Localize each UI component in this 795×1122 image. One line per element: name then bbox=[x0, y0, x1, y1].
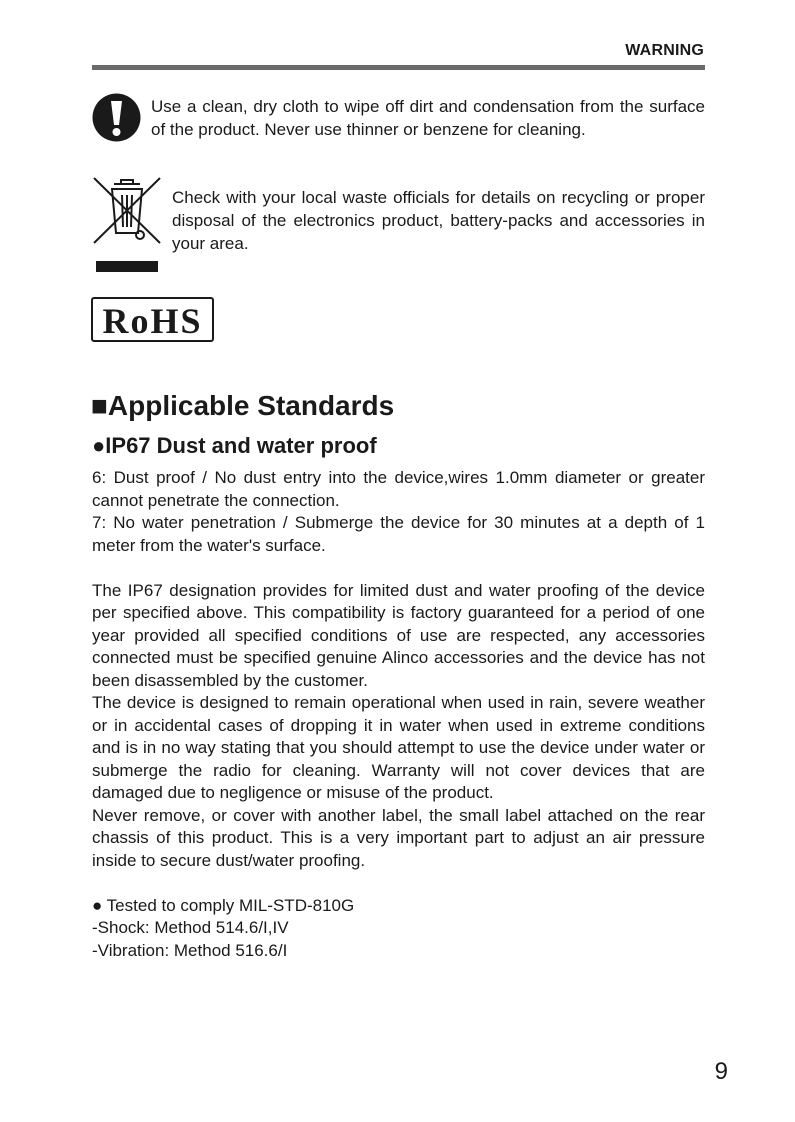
water-proof-line: 7: No water penetration / Submerge the device for 30 minutes at a depth of 1 meter from the water's surface. bbox=[92, 513, 705, 555]
rohs-logo-text: RoHS bbox=[102, 300, 203, 341]
crossed-out-bin-icon bbox=[92, 175, 162, 275]
exclamation-icon bbox=[92, 93, 141, 142]
mil-std-line: ● Tested to comply MIL-STD-810G bbox=[92, 895, 355, 915]
rohs-logo bbox=[91, 297, 214, 342]
header-divider bbox=[92, 65, 705, 70]
vibration-line: -Vibration: Method 516.6/I bbox=[92, 940, 288, 960]
shock-line: -Shock: Method 514.6/I,IV bbox=[92, 918, 289, 937]
dust-proof-line: 6: Dust proof / No dust entry into the device,wires 1.0mm diameter or greater cannot penetrate the connection. bbox=[92, 468, 705, 510]
label-paragraph: Never remove, or cover with another label, the small label attached on the rear chassis of this product. This is a very important part to adjust an air pressure inside to secure dust/water proofing. bbox=[92, 805, 705, 870]
cleaning-warning-text: Use a clean, dry cloth to wipe off dirt and condensation from the surface of the product. Never use thinner or benzene for cleaning. bbox=[151, 97, 705, 139]
section-header-label: WARNING bbox=[625, 42, 704, 59]
ip67-paragraph: The IP67 designation provides for limited dust and water proofing of the device per specified above. This compatibility is factory guaranteed for a period of one year provided all specified conditions of use are respected, any accessories connected must be specified genuine Alinco accessories and the device has not been disassembled by the customer. bbox=[92, 580, 705, 690]
section-title: ■Applicable Standards bbox=[91, 390, 395, 421]
recycling-notice-text: Check with your local waste officials for details on recycling or proper disposal of the electronics product, battery-packs and accessories in your area. bbox=[172, 188, 705, 253]
operation-paragraph: The device is designed to remain operational when used in rain, severe weather or in accidental cases of dropping it in water when used in extreme conditions and is in no way stating that you should attempt to use the device under water or submerge the radio for cleaning. Warranty will not cover devices that are damaged due to negligence or misuse of the product. bbox=[92, 693, 705, 802]
standards-body bbox=[92, 467, 705, 962]
ip67-subtitle: ●IP67 Dust and water proof bbox=[92, 433, 377, 458]
page-number: 9 bbox=[714, 1058, 728, 1085]
